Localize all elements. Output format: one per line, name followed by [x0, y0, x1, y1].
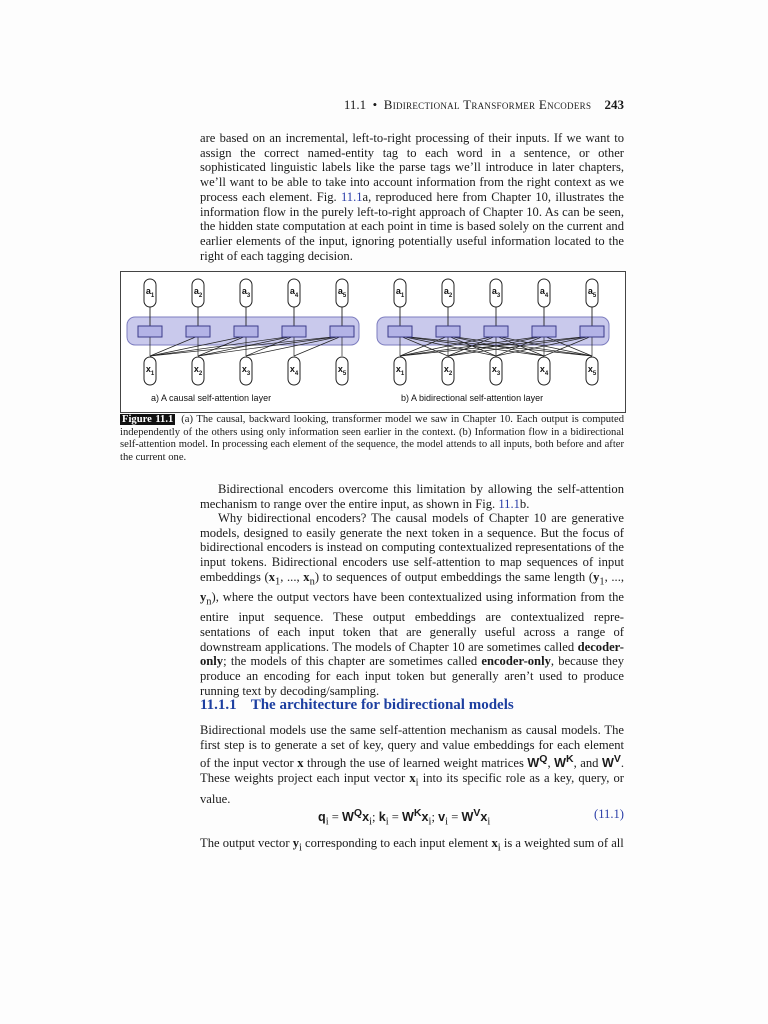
math-w: W — [527, 756, 540, 771]
math-sup: V — [613, 753, 621, 766]
causal-attention-node — [138, 326, 162, 337]
text-line: are based on an incremental, left-to-right processing of their inputs. If we want to — [200, 131, 624, 145]
text-line: elements of the input, ignoring potentially useful information located to the right of — [200, 233, 624, 263]
text-line: , ..., — [280, 569, 304, 584]
figure-11-1 — [120, 271, 626, 413]
text-line: the input tokens. Bidirectional encoders use self-attention to map sequences of — [200, 540, 624, 570]
text-line: sentations of each input token that are generally useful across a range of downstream — [200, 624, 624, 654]
math-sub: 1 — [275, 576, 281, 588]
section-title: The architecture for bidirectional models — [250, 697, 514, 713]
text-line: first step is to generate a set of key, query and value embeddings for each element — [200, 737, 624, 752]
causal-attention-node — [186, 326, 210, 337]
text-line: applications. The models of Chapter 10 are sometimes called — [264, 639, 578, 654]
math-w: W — [402, 810, 414, 825]
text-line: of the input vector — [200, 756, 298, 771]
section-number: 11.1.1 — [200, 697, 237, 713]
text-line: ( — [588, 569, 594, 584]
caption-text: (a) The causal, backward looking, transformer model we saw in Chapter 10. Each output is computed independently of the others using only information seen earlier in the context. (b) Information flow in a bidirectional self-attention model. In processing each element of the sequence, the model attends to all inputs, both before and after the current one. — [120, 414, 624, 463]
text-line: linguistic labels like the parse tags we’ll introduce in later chapters, we’ll want to — [200, 160, 624, 190]
header-bullet: • — [372, 97, 378, 112]
text-line: . — [620, 756, 624, 771]
bidirectional-attention-node — [388, 326, 412, 337]
math-op: ; — [372, 810, 379, 825]
math-sub: n — [309, 576, 315, 588]
math-sup: Q — [353, 807, 363, 819]
paragraph-3 — [200, 511, 624, 698]
causal-output-token-label: $a_5$ — [337, 286, 347, 299]
bidirectional-output-token-label: $a_5$ — [587, 286, 597, 299]
causal-attention-node — [234, 326, 258, 337]
math-y: y — [593, 569, 600, 584]
text-line: , and — [573, 756, 602, 771]
bidirectional-attention-node — [532, 326, 556, 337]
text-line: , — [547, 756, 555, 771]
causal-input-token-label: $x_3$ — [241, 364, 251, 377]
causal-panel-label: a) A causal self-attention layer — [151, 393, 272, 403]
bidirectional-attention-node — [484, 326, 508, 337]
text-line: is a weighted sum of all — [500, 836, 624, 850]
math-sup: K — [413, 807, 422, 819]
text-line: The output vector — [200, 836, 293, 850]
causal-output-token-label: $a_1$ — [145, 286, 155, 299]
text-line: Bidirectional encoders overcome this limitation by allowing the self-attention — [218, 482, 624, 496]
causal-attention-node — [282, 326, 306, 337]
math-op: = — [328, 810, 343, 825]
bidirectional-panel-label: b) A bidirectional self-attention layer — [401, 393, 544, 403]
math-sub: i — [445, 816, 449, 828]
text-line: models of this chapter are sometimes called — [250, 654, 482, 669]
text-line: flow in the purely left-to-right approach of Chapter 10. As can be seen, the hidden — [200, 204, 624, 234]
text-line: through the use of learned weight matrices — [303, 756, 528, 771]
text-line: be able to take into account information from the right context as we process each — [200, 175, 624, 204]
term-decoder-only: decoder-only — [200, 639, 624, 669]
figure-label: Figure 11.1 — [122, 414, 174, 425]
math-x: x — [297, 756, 304, 771]
paragraph-2 — [200, 482, 624, 511]
bidirectional-input-token-label: $x_4$ — [539, 364, 549, 377]
equation-number[interactable]: (11.1) — [594, 807, 624, 821]
bidirectional-input-token-label: $x_5$ — [587, 364, 597, 377]
figure-reference-link[interactable]: 11.1 — [498, 496, 520, 511]
header-section-number: 11.1 — [343, 97, 367, 112]
bidirectional-output-token-label: $a_4$ — [539, 286, 549, 299]
math-x: x — [362, 810, 370, 825]
text-line: Why bidirectional encoders? The causal models of Chapter 10 are generative — [218, 511, 624, 525]
text-line: ; the — [223, 654, 247, 669]
paragraph-5 — [200, 836, 624, 856]
math-x: x — [409, 771, 416, 786]
math-sub: i — [369, 816, 373, 828]
bidirectional-output-token-label: $a_1$ — [395, 286, 405, 299]
text-line: value. — [200, 791, 231, 806]
math-y: y — [292, 836, 299, 850]
causal-input-token-label: $x_1$ — [145, 364, 155, 377]
math-sub: i — [415, 777, 419, 789]
math-sup: K — [566, 753, 574, 766]
math-sub: n — [206, 596, 212, 608]
text-line: , ..., — [604, 569, 625, 584]
causal-input-token-label: $x_2$ — [193, 364, 203, 377]
causal-input-token-label: $x_5$ — [337, 364, 347, 377]
text-line: into its specific role as a key, query, or — [418, 771, 625, 786]
text-line: assign the correct named-entity tag to each word in a sentence, or other sophisticated — [200, 145, 624, 175]
text-line: input embeddings ( — [200, 555, 624, 584]
text-line: models, designed to easily generate the next token in a sequence. But the focus — [200, 525, 610, 540]
bidirectional-output-token-label: $a_2$ — [443, 286, 453, 299]
text-line: Bidirectional models use the same self-attention mechanism as causal models. The — [200, 723, 624, 737]
math-sup: Q — [539, 753, 548, 766]
running-header — [200, 97, 624, 113]
math-w: W — [342, 810, 354, 825]
math-q: q — [318, 810, 326, 825]
math-w: W — [554, 756, 566, 771]
bidirectional-output-token-label: $a_3$ — [491, 286, 501, 299]
section-heading — [200, 697, 514, 714]
text-line: from the entire input sequence. These output embeddings are contextualized repre- — [200, 590, 625, 625]
math-sub: i — [428, 816, 432, 828]
bidirectional-attention-node — [436, 326, 460, 337]
math-x: x — [268, 569, 275, 584]
math-op: ; — [431, 810, 439, 825]
math-x: x — [421, 810, 429, 825]
causal-attention-node — [330, 326, 354, 337]
causal-output-token-label: $a_3$ — [241, 286, 251, 299]
text-line: ) to sequences of output embeddings the same length — [314, 569, 586, 584]
math-op: = — [448, 810, 462, 825]
math-sub: i — [325, 816, 329, 828]
text-line: element. Fig. — [269, 189, 341, 204]
math-v: v — [438, 810, 446, 825]
bidirectional-input-token-label: $x_3$ — [491, 364, 501, 377]
text-line: mechanism to range over the entire input, as shown in Fig. — [200, 496, 499, 511]
bidirectional-input-token-label: $x_2$ — [443, 364, 453, 377]
math-y: y — [200, 590, 207, 605]
text-line: a, reproduced here from Chapter 10, illustrates the information — [200, 189, 625, 219]
math-x: x — [491, 836, 498, 850]
causal-output-token-label: $a_4$ — [289, 286, 299, 299]
math-x: x — [480, 810, 488, 825]
math-w: W — [461, 810, 474, 825]
text-line: of bidirectional encoders is instead on computing contextualized representations of — [200, 525, 624, 555]
text-line: each tagging decision. — [240, 248, 353, 263]
math-op: = — [388, 810, 403, 825]
page-number: 243 — [604, 97, 624, 112]
math-sub: i — [298, 842, 302, 854]
equation-body — [318, 807, 490, 828]
math-sub: i — [487, 816, 491, 828]
text-line: encoding for each input token but generally aren’t used to produce running text by — [200, 669, 624, 698]
math-sub: i — [497, 842, 501, 854]
math-x: x — [303, 569, 310, 584]
math-sub: i — [385, 816, 389, 828]
paragraph-4 — [200, 723, 624, 806]
figure-reference-link[interactable]: 11.1 — [340, 189, 363, 204]
paragraph-1 — [200, 131, 624, 263]
text-line: corresponding to each input element — [301, 836, 492, 850]
bidirectional-input-token-label: $x_1$ — [395, 364, 405, 377]
text-line: decoding/sampling. — [280, 683, 380, 698]
term-encoder-only: encoder-only — [481, 654, 551, 669]
math-sup: V — [473, 807, 481, 819]
header-running-title: Bidirectional Transformer Encoders — [383, 97, 592, 112]
text-line: state computation at each point in time is based solely on the current and earlier — [200, 219, 624, 248]
text-line: ), where the output vectors have been contextualized using information — [211, 590, 577, 605]
bidirectional-attention-node — [580, 326, 604, 337]
text-line: , because they produce an — [200, 654, 624, 684]
text-line: These weights project each input vector — [200, 771, 410, 786]
causal-input-token-label: $x_4$ — [289, 364, 299, 377]
math-sub: 1 — [599, 576, 605, 588]
text-line: b. — [519, 496, 530, 511]
attention-diagram — [121, 272, 625, 412]
math-k: k — [378, 810, 386, 825]
causal-output-token-label: $a_2$ — [193, 286, 203, 299]
math-w: W — [601, 756, 614, 771]
figure-caption — [120, 414, 624, 464]
